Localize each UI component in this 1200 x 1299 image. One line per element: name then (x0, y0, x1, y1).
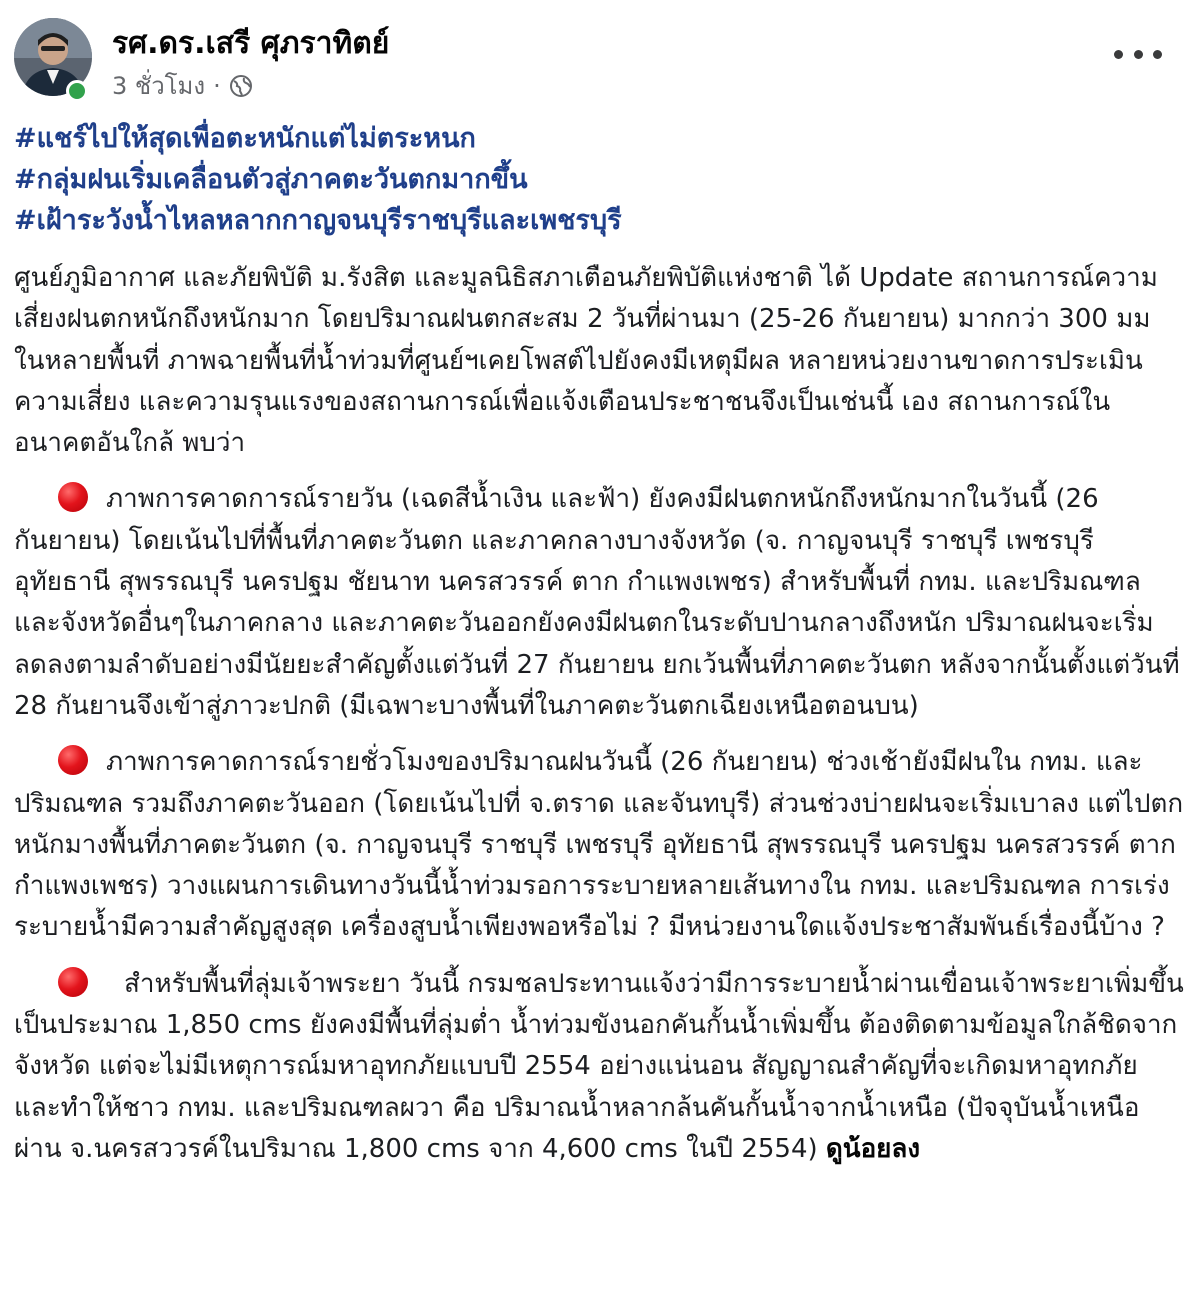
bullet-text-3: สำหรับพื้นที่ลุ่มเจ้าพระยา วันนี้ กรมชลประทานแจ้งว่ามีการระบายน้ำผ่านเขื่อนเจ้าพระยาเพิ่มขึ้นเป็นประมาณ 1,850 cms ยังคงมีพื้นที่ลุ่มต่ำ น้ำท่วมขังนอกคันกั้นน้ำเพิ่มขึ้น ต้องติดตามข้อมูลใกล้ชิดจากจังหวัด แต่จะไม่มีเหตุการณ์มหาอุทกภัยแบบปี 2554 อย่างแน่นอน สัญญาณสำคัญที่จะเกิดมหาอุทกภัย และทำให้ชาว กทม. และปริมณฑลผวา คือ ปริมาณน้ำหลากล้นคันกั้นน้ำจากน้ำเหนือ (ปัจจุบันน้ำเหนือผ่าน จ.นครสววรค์ในปริมาณ 1,800 cms จาก 4,600 cms ในปี 2554) (14, 968, 1184, 1164)
meta-separator: · (213, 71, 221, 100)
author-name[interactable]: รศ.ดร.เสรี ศุภราทิตย์ (112, 26, 390, 61)
post-meta (112, 66, 253, 105)
bullet-text-1: ภาพการคาดการณ์รายวัน (เฉดสีน้ำเงิน และฟ้า) ยังคงมีฝนตกหนักถึงหนักมากในวันนี้ (26 กันยายน) โดยเน้นไปที่พื้นที่ภาคตะวันตก และภาคกลางบางจังหวัด (จ. กาญจนบุรี ราชบุรี เพชรบุรี อุทัยธานี สุพรรณบุรี นครปฐม ชัยนาท นครสวรรค์ ตาก กำแพงเพชร) สำหรับพื้นที่ กทม. และปริมณฑล และจังหวัดอื่นๆในภาคกลาง และภาคตะวันออกยังคงมีฝนตกในระดับปานกลางถึงหนัก ปริมาณฝนจะเริ่มลดลงตามลำดับอย่างมีนัยยะสำคัญตั้งแต่วันที่ 27 กันยายน ยกเว้นพื้นที่ภาคตะวันตก หลังจากนั้นตั้งแต่วันที่ 28 กันยานจึงเข้าสู่ภาวะปกติ (มีเฉพาะบางพื้นที่ในภาคตะวันตกเฉียงเหนือตอนบน) (14, 484, 1180, 721)
more-options-icon[interactable] (1114, 34, 1162, 74)
bullet-paragraph-3 (14, 964, 1186, 1170)
red-circle-icon (58, 745, 88, 775)
online-status-dot (66, 80, 88, 102)
post-body (14, 258, 1186, 1185)
hashtag-link[interactable]: #แชร์ไปให้สุดเพื่อตะหนักแต่ไม่ตระหนก (14, 123, 476, 154)
post-header (0, 0, 1200, 110)
see-less-link[interactable]: ดูน้อยลง (825, 1133, 921, 1164)
bullet-text-2: ภาพการคาดการณ์รายชั่วโมงของปริมาณฝนวันนี้ (26 กันยายน) ช่วงเช้ายังมีฝนใน กทม. และปริมณฑล รวมถึงภาคตะวันออก (โดยเน้นไปที่ จ.ตราด และจันทบุรี) ส่วนช่วงบ่ายฝนจะเริ่มเบาลง แต่ไปตกหนักมางพื้นที่ภาคตะวันตก (จ. กาญจนบุรี ราชบุรี เพชรบุรี อุทัยธานี สุพรรณบุรี นครปฐม นครสวรรค์ ตาก กำแพงเพชร) วางแผนการเดินทางวันนี้น้ำท่วมรอการระบายหลายเส้นทางใน กทม. และปริมณฑล การเร่งระบายน้ำมีความสำคัญสูงสุด เครื่องสูบน้ำเพียงพอหรือไม่ ? มีหน่วยงานใดแจ้งประชาสัมพันธ์เรื่องนี้บ้าง ? (14, 747, 1184, 943)
red-circle-icon (58, 482, 88, 512)
hashtag-link[interactable]: #เฝ้าระวังน้ำไหลหลากกาญจนบุรีราชบุรีและเพชรบุรี (14, 205, 622, 236)
intro-paragraph: ศูนย์ภูมิอากาศ และภัยพิบัติ ม.รังสิต และมูลนิธิสภาเตือนภัยพิบัติแห่งชาติ ได้ Update สถานการณ์ความเสี่ยงฝนตกหนักถึงหนักมาก โดยปริมาณฝนตกสะสม 2 วันที่ผ่านมา (25-26 กันยายน) มากกว่า 300 มม ในหลายพื้นที่ ภาพฉายพื้นที่น้ำท่วมที่ศูนย์ฯเคยโพสต์ไปยังคงมีเหตุมีผล หลายหน่วยงานขาดการประเมินความเสี่ยง และความรุนแรงของสถานการณ์เพื่อแจ้งเตือนประชาชนจึงเป็นเช่นนี้ เอง สถานการณ์ในอนาคตอันใกล้ พบว่า (14, 263, 1158, 459)
hashtag-link[interactable]: #กลุ่มฝนเริ่มเคลื่อนตัวสู่ภาคตะวันตกมากขึ้น (14, 164, 528, 195)
globe-icon[interactable] (229, 74, 253, 98)
bullet-paragraph-1 (14, 479, 1186, 727)
bullet-paragraph-2 (14, 742, 1186, 948)
red-circle-icon (58, 967, 88, 997)
hashtag-list (14, 118, 1184, 241)
post-time[interactable]: 3 ชั่วโมง (112, 72, 206, 100)
